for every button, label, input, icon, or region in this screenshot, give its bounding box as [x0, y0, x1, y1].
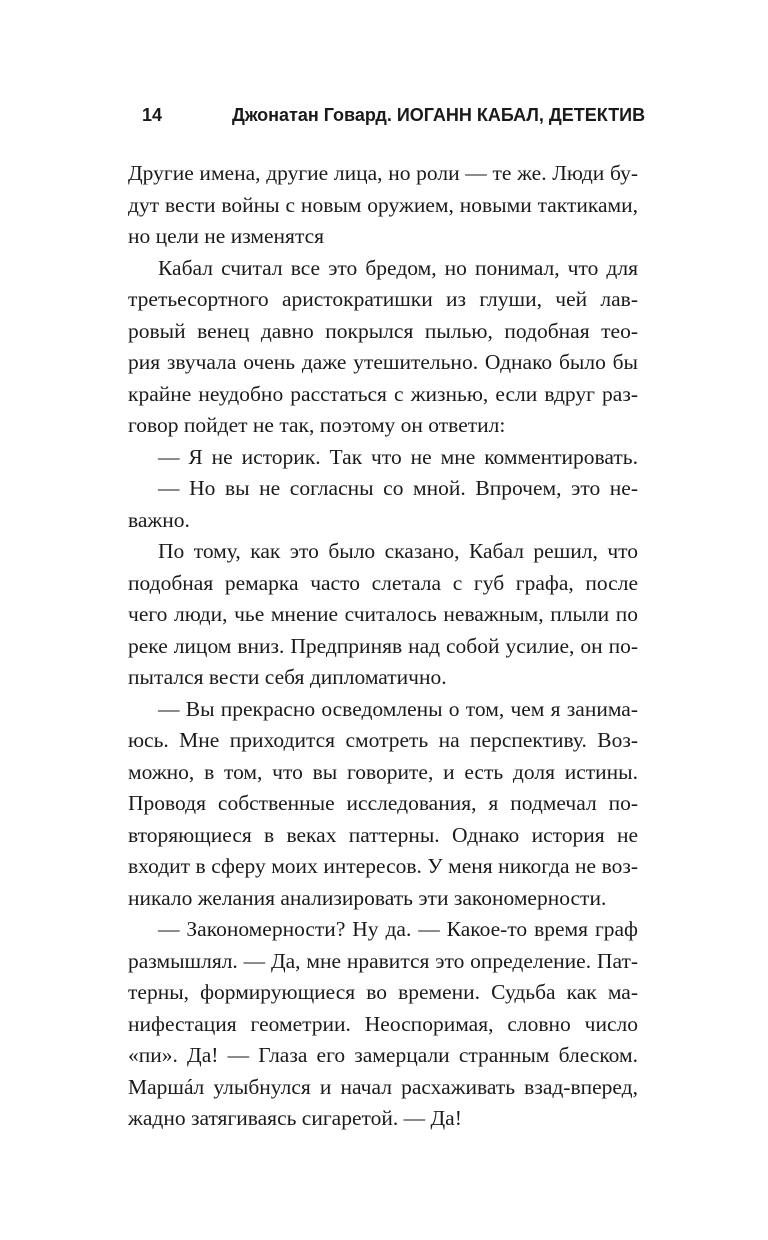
text-line: Кабал считал все это бредом, но понимал, что для [158, 255, 638, 280]
text-line: подобная ремарка часто слетала с губ графа, после [128, 570, 638, 595]
running-head: Джонатан Говард. ИОГАНН КАБАЛ, ДЕТЕКТИВ [232, 105, 646, 125]
text-line: размышлял. — Да, мне нравится это определение. Пат- [128, 948, 638, 973]
text-line: чего люди, чье мнение считалось неважным, плыли по [128, 602, 638, 626]
text-line: третьесортного аристократишки из глуши, чей лав- [128, 287, 638, 311]
text-line: рия звучала очень даже утешительно. Однако было бы [128, 350, 638, 374]
page-header [128, 100, 646, 130]
text-line: пытался вести себя дипломатично. [128, 665, 447, 689]
text-line: вторяющиеся в веках паттерны. Однако история не [128, 822, 638, 847]
text-line: нифестация геометрии. Неоспоримая, словно число [128, 1011, 638, 1036]
text-line: юсь. Мне приходится смотреть на перспективу. Воз- [128, 728, 638, 752]
dialogue-line: — Но вы не согласны со мной. Впрочем, это не- [158, 476, 638, 500]
text-line: «пи». Да! — Глаза его замерцали странным блеском. [128, 1043, 638, 1067]
text-line: Другие имена, другие лица, но роли — те же. Люди бу- [128, 161, 638, 185]
text-line: входит в сферу моих интересов. У меня никогда не воз- [128, 854, 638, 878]
text-line: никало желания анализировать эти закономерности. [128, 885, 607, 910]
text-line: жадно затягиваясь сигаретой. — Да! [128, 1106, 462, 1130]
text-line: терны, формирующиеся во времени. Судьба как ма- [128, 980, 638, 1004]
text-line: Проводя собственные исследования, я подмечал по- [128, 791, 638, 815]
text-line: важно. [128, 507, 190, 532]
text-line: говор пойдет не так, поэтому он ответил: [128, 413, 506, 437]
text-line: но цели не изменятся [128, 224, 325, 248]
text-line: крайне неудобно расстаться с жизнью, если вдруг раз- [128, 381, 638, 406]
text-line: можно, в том, что вы говорите, и есть доля истины. [128, 759, 638, 784]
text-line: дут вести войны с новым оружием, новыми тактиками, [128, 192, 638, 217]
text-line: реке лицом вниз. Предприняв над собой усилие, он по- [128, 633, 638, 658]
text-line: ровый венец давно покрылся пылью, подобная тео- [128, 318, 638, 343]
page-number: 14 [142, 105, 163, 125]
dialogue-line: — Закономерности? Ну да. — Какое-то время граф [158, 917, 638, 941]
text-line: Маршáл улыбнулся и начал расхаживать взад-вперед, [128, 1074, 638, 1099]
text-line: По тому, как это было сказано, Кабал решил, что [158, 539, 638, 563]
dialogue-line: — Я не историк. Так что не мне комментировать. [158, 444, 638, 469]
dialogue-line: — Вы прекрасно осведомлены о том, чем я занима- [158, 696, 638, 721]
body-text [128, 158, 638, 1135]
